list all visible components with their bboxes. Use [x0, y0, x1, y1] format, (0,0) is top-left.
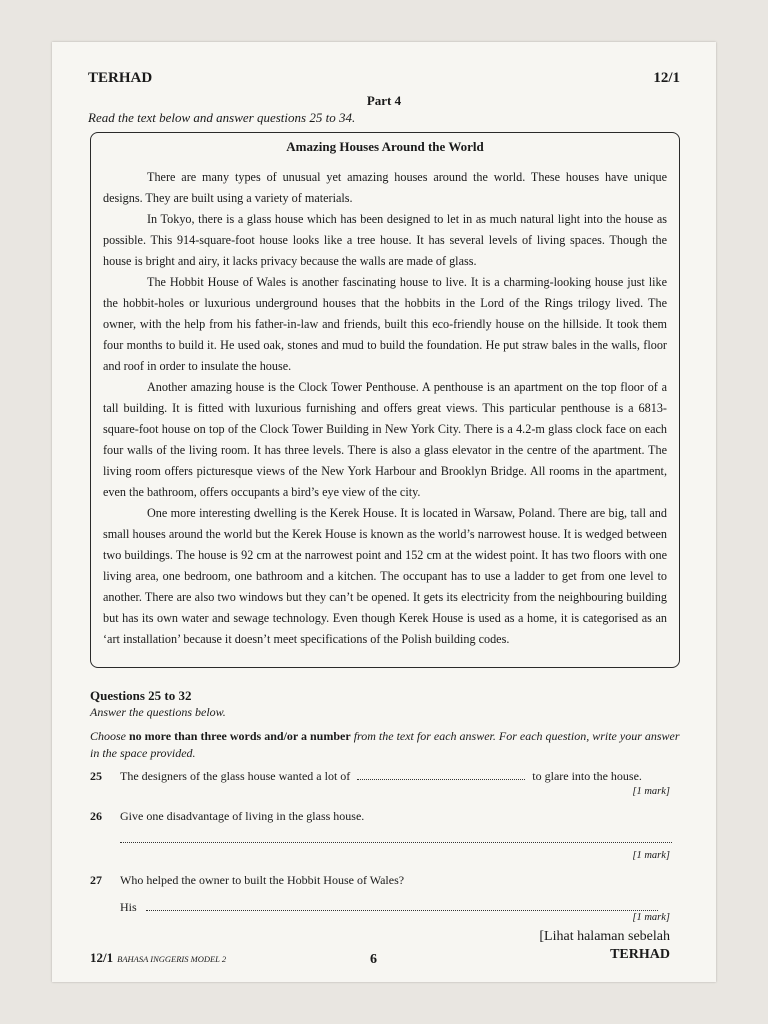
question-number: 27	[90, 873, 102, 887]
answer-row-27	[120, 900, 680, 915]
part-title: Part 4	[366, 93, 402, 108]
answer-line-26[interactable]	[120, 842, 672, 843]
instruction-text: Read the text below and answer questions 25 to 34.	[88, 110, 356, 125]
question-text: Give one disadvantage of living in the glass house.	[120, 809, 365, 823]
answer-instruction-bold: no more than three words and/or a number	[129, 729, 351, 743]
passage-paragraph: In Tokyo, there is a glass house which has been designed to let in as much natural light into the house as possible. This 914-square-foot house looks like a tree house. It has several levels of living spaces. Though the house is bright and airy, it lacks privacy because the walls are made of glass.	[103, 212, 667, 268]
page-number: 6	[370, 952, 377, 967]
question-text: Who helped the owner to built the Hobbit House of Wales?	[120, 873, 405, 887]
answer-prefix: His	[120, 900, 137, 914]
passage-title: Amazing Houses Around the World	[286, 139, 484, 154]
answer-instruction	[90, 728, 680, 762]
mark-label: [1 mark]	[632, 912, 670, 923]
footer-code: 12/1 BAHASA INGGERIS MODEL 2	[90, 950, 227, 965]
questions-heading: Questions 25 to 32	[90, 688, 192, 703]
question-26	[90, 809, 680, 824]
passage-paragraph: One more interesting dwelling is the Kerek House. It is located in Warsaw, Poland. There are big, tall and small houses around the world but the Kerek House is known as the world’s narrowest house. It is wedged between two buildings. The house is 92 cm at the narrowest point and 152 cm at the widest point. It has two floors with one living area, one bedroom, one bathroom and a kitchen. The occupant has to use a ladder to get from one level to another. There are also two windows but they can’t be opened. It gets its electricity from the neighbouring building but has its own water and sewage technology. Even though Kerek House is used as a home, it is categorised as an ‘art installation’ because it doesn’t meet specifications of the Polish building codes.	[103, 506, 667, 646]
question-number: 25	[90, 769, 102, 783]
next-page-note: [Lihat halaman sebelah	[539, 929, 670, 944]
question-text-after: to glare into the house.	[532, 769, 642, 783]
header-paper-code: 12/1	[653, 70, 680, 86]
exam-page	[52, 42, 716, 982]
question-number: 26	[90, 809, 102, 823]
mark-label: [1 mark]	[632, 850, 670, 861]
header-classification: TERHAD	[88, 70, 153, 86]
passage-paragraph: Another amazing house is the Clock Tower Penthouse. A penthouse is an apartment on the top floor of a tall building. It is fitted with luxurious furnishing and offers great views. This particular penthouse is a 6813-square-foot house on top of the Clock Tower Building in New York City. There is a 4.2-m glass clock face on each four walls of the living room. It has three levels. There is also a glass elevator in the centre of the apartment. The living room offers picturesque views of the New York Harbour and Brooklyn Bridge. All rooms in the apartment, even the bathroom, offers occupants a bird’s eye view of the city.	[103, 380, 667, 499]
questions-subheading: Answer the questions below.	[90, 705, 226, 719]
answer-blank-25[interactable]	[357, 779, 525, 780]
answer-instruction-post: from the text for each answer. For each question, write your answer in the space provided.	[90, 729, 680, 760]
footer-subject: BAHASA INGGERIS MODEL 2	[117, 954, 227, 964]
mark-label: [1 mark]	[632, 786, 670, 797]
question-text-before: The designers of the glass house wanted a lot of	[120, 769, 351, 783]
answer-blank-27[interactable]	[146, 910, 658, 911]
footer-classification: TERHAD	[610, 947, 670, 962]
passage-box	[90, 132, 680, 668]
passage-paragraph: The Hobbit House of Wales is another fascinating house to live. It is a charming-looking house just like the hobbit-holes or luxurious underground houses that the hobbits in the Lord of the Rings trilogy lived. The owner, with the help from his father-in-law and friends, built this eco-friendly house on the hillside. It took them four months to build it. He used oak, stones and mud to build the foundation. He put straw bales in the walls, floor and roof in order to insulate the house.	[103, 275, 667, 373]
question-25	[90, 769, 680, 784]
question-27	[90, 873, 680, 888]
answer-instruction-pre: Choose	[90, 729, 129, 743]
passage-paragraph: There are many types of unusual yet amazing houses around the world. These houses have unique designs. They are built using a variety of materials.	[103, 170, 667, 205]
